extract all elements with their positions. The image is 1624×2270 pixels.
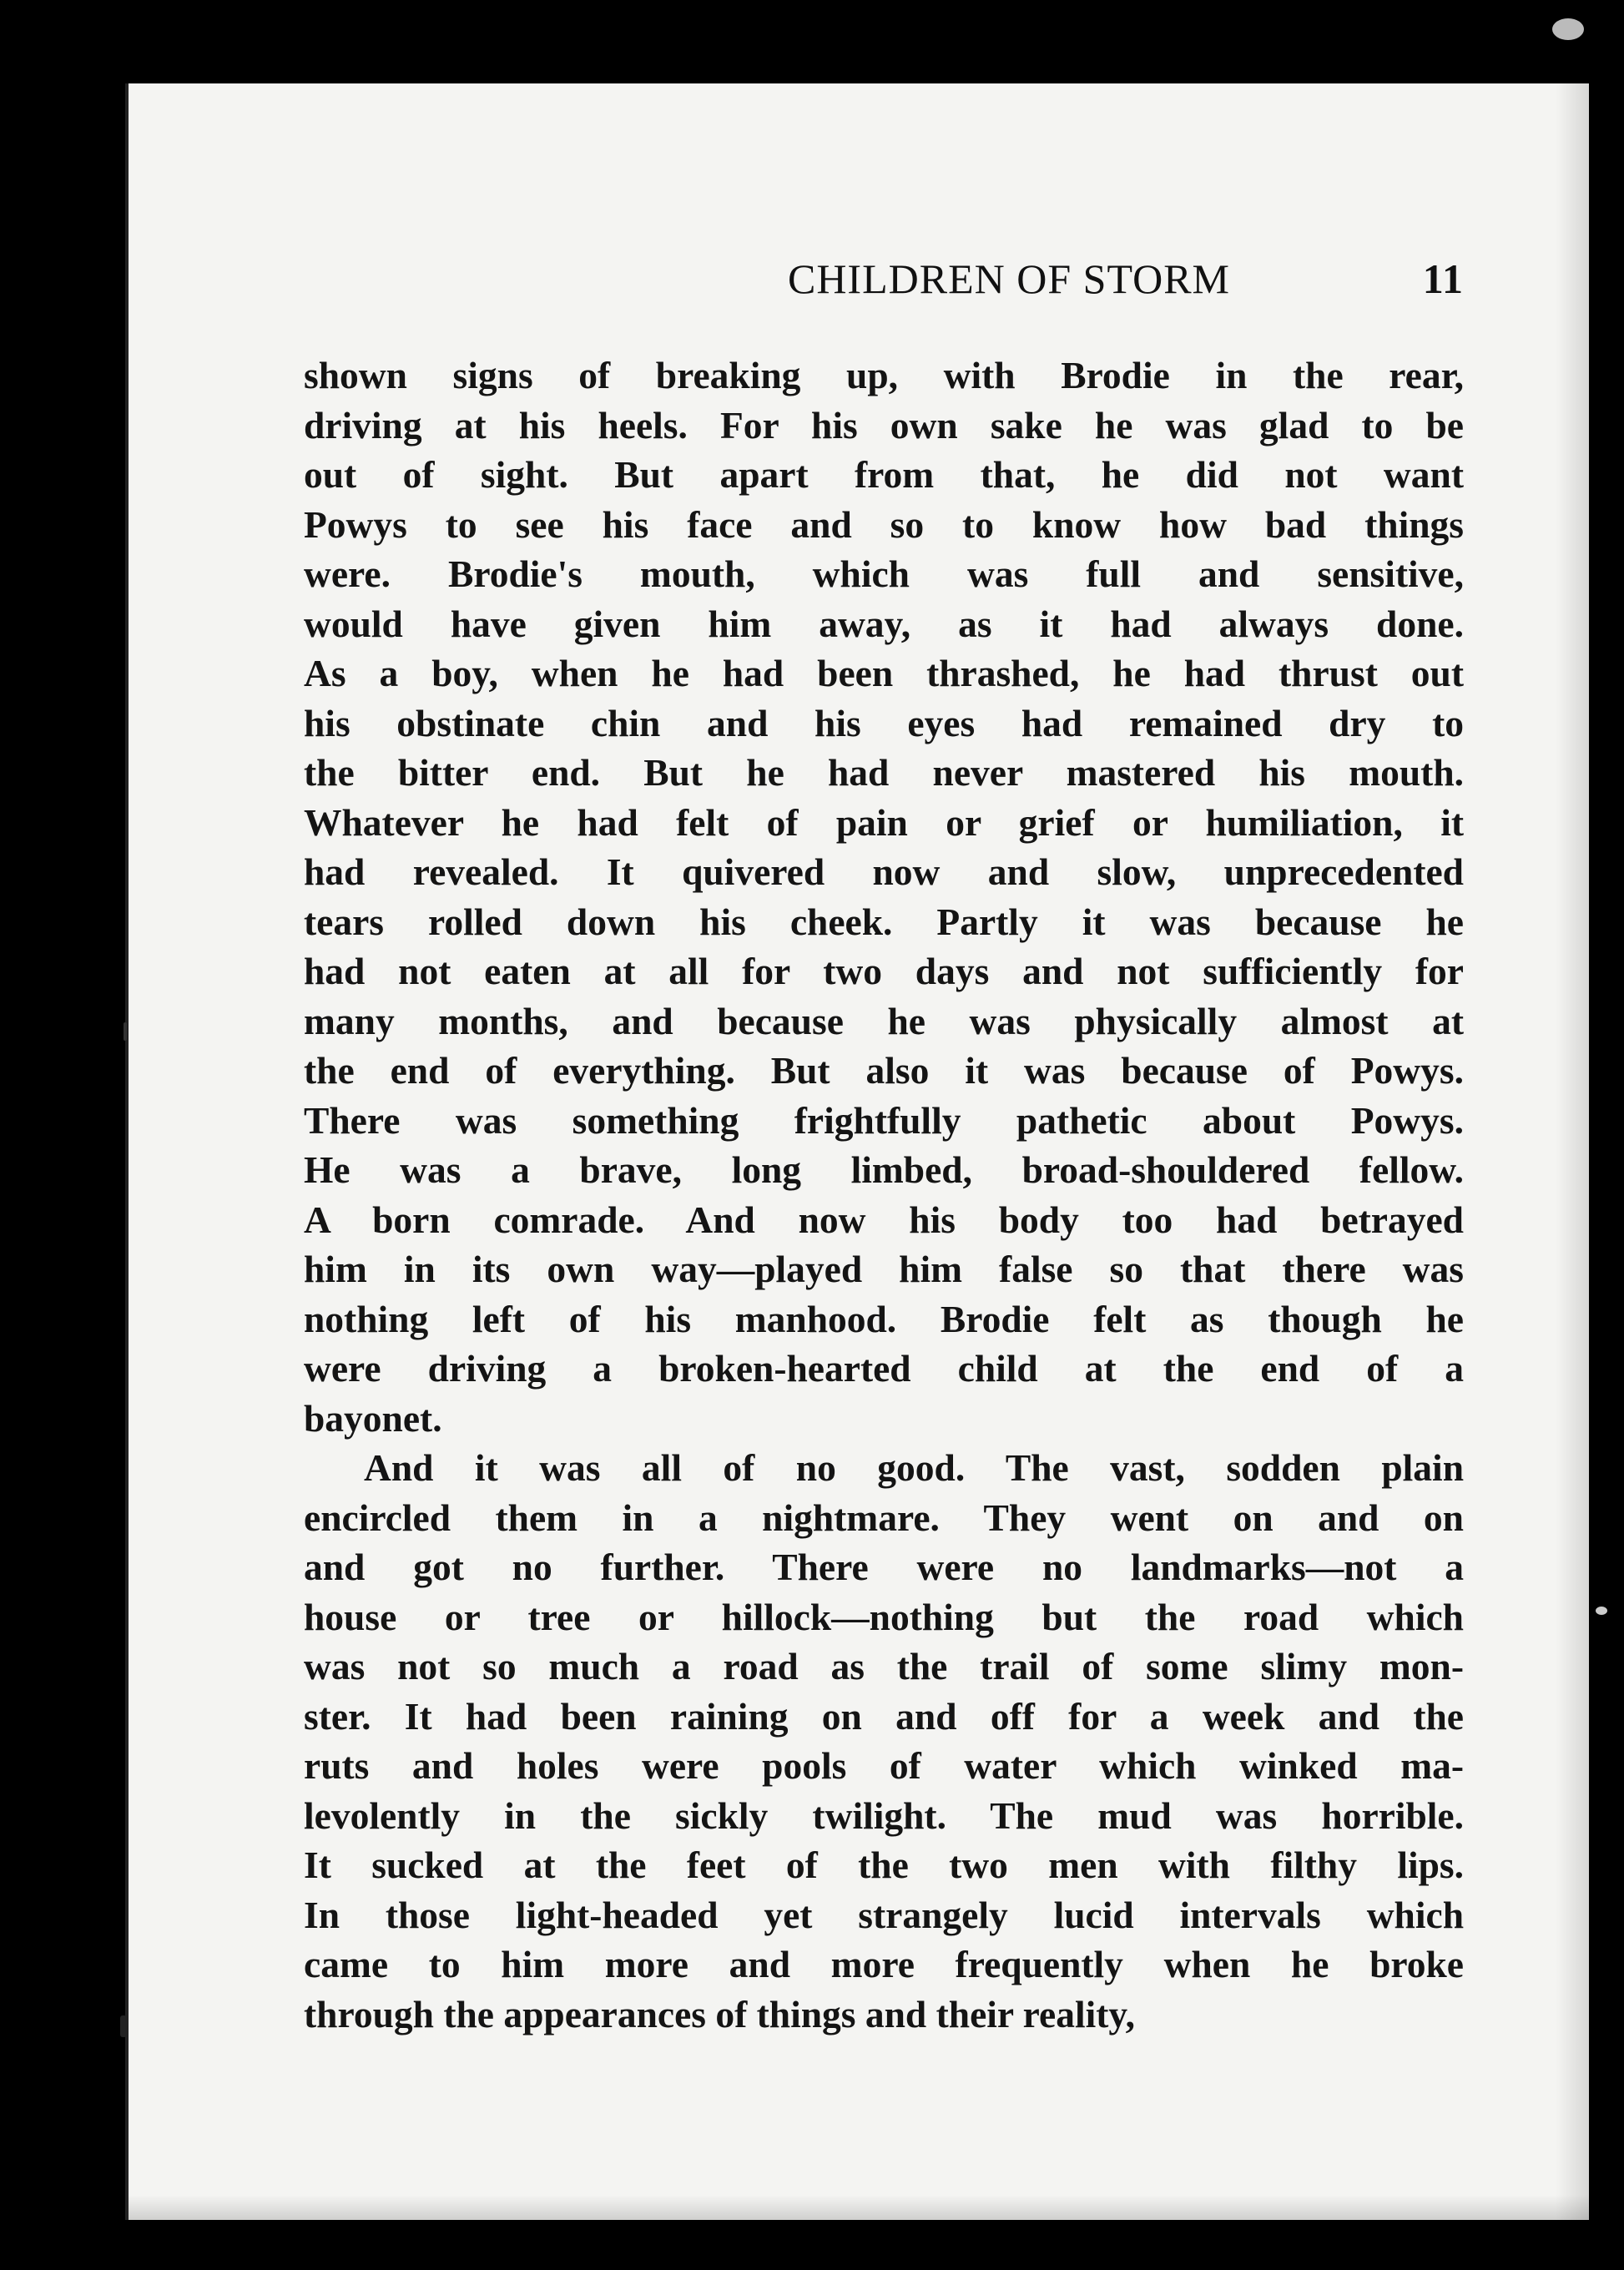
text-line: house or tree or hillock—nothing but the road which — [304, 1595, 1464, 1638]
text-line: ster. It had been raining on and off for a week and the — [304, 1694, 1464, 1738]
text-line: There was something frightfully pathetic about Powys. — [304, 1098, 1464, 1142]
paragraph — [304, 351, 1464, 1443]
text-line: nothing left of his manhood. Brodie felt as though he — [304, 1297, 1464, 1340]
scan-speck — [1596, 1607, 1607, 1615]
running-head — [554, 255, 1464, 321]
text-line: Whatever he had felt of pain or grief or humiliation, it — [304, 800, 1464, 844]
page-number: 11 — [1422, 255, 1464, 302]
text-line: the end of everything. But also it was because of Powys. — [304, 1049, 1464, 1092]
running-head-title: CHILDREN OF STORM — [787, 255, 1231, 302]
text-line: him in its own way—played him false so that there was — [304, 1248, 1464, 1290]
text-line: encircled them in a nightmare. They went on and on — [304, 1496, 1464, 1539]
text-line: many months, and because he was physically almost at — [304, 999, 1464, 1042]
text-line: It sucked at the feet of the two men with filthy lips. — [304, 1844, 1464, 1886]
text-line: ruts and holes were pools of water which winked ma- — [304, 1744, 1464, 1787]
text-line: As a boy, when he had been thrashed, he had thrust out — [304, 652, 1464, 694]
text-line: out of sight. But apart from that, he did not want — [304, 453, 1464, 496]
text-line: had not eaten at all for two days and not sufficiently for — [304, 950, 1464, 992]
book-page — [125, 83, 1589, 2220]
text-line: A born comrade. And now his body too had betrayed — [304, 1198, 1464, 1241]
text-line: the bitter end. But he had never mastered his mouth. — [304, 751, 1464, 794]
text-line: was not so much a road as the trail of some slimy mon- — [304, 1645, 1464, 1687]
text-line: through the appearances of things and their reality, — [304, 1992, 1136, 2035]
text-line: were driving a broken-hearted child at the end of a — [304, 1347, 1464, 1390]
text-line: shown signs of breaking up, with Brodie in the rear, — [304, 354, 1464, 396]
text-line: Powys to see his face and so to know how bad things — [304, 502, 1464, 546]
text-line: bayonet. — [304, 1396, 442, 1440]
scan-speck — [120, 2015, 127, 2037]
text-line: his obstinate chin and his eyes had remained dry to — [304, 701, 1464, 744]
text-line: would have given him away, as it had always done. — [304, 602, 1464, 645]
page-edge-shadow-bottom — [129, 2195, 1589, 2220]
body-text — [304, 351, 1464, 2039]
text-line: tears rolled down his cheek. Partly it was because he — [304, 900, 1464, 943]
scan-speck — [1552, 18, 1584, 40]
text-line: had revealed. It quivered now and slow, unprecedented — [304, 850, 1464, 893]
page-edge-shadow-right — [1556, 83, 1589, 2220]
text-line: driving at his heels. For his own sake he was glad to be — [304, 403, 1464, 446]
text-line: He was a brave, long limbed, broad-shouldered fellow. — [304, 1148, 1464, 1191]
text-line: levolently in the sickly twilight. The mud was horrible. — [304, 1793, 1464, 1837]
scan-speck — [124, 1022, 127, 1041]
text-line: were. Brodie's mouth, which was full and sensitive, — [304, 552, 1464, 595]
text-line: came to him more and more frequently when he broke — [304, 1943, 1464, 1985]
text-line: and got no further. There were no landmarks—not a — [304, 1546, 1464, 1588]
text-line: And it was all of no good. The vast, sodden plain — [364, 1446, 1464, 1489]
paragraph — [304, 1443, 1464, 2039]
text-line: In those light-headed yet strangely lucid intervals which — [304, 1893, 1464, 1936]
